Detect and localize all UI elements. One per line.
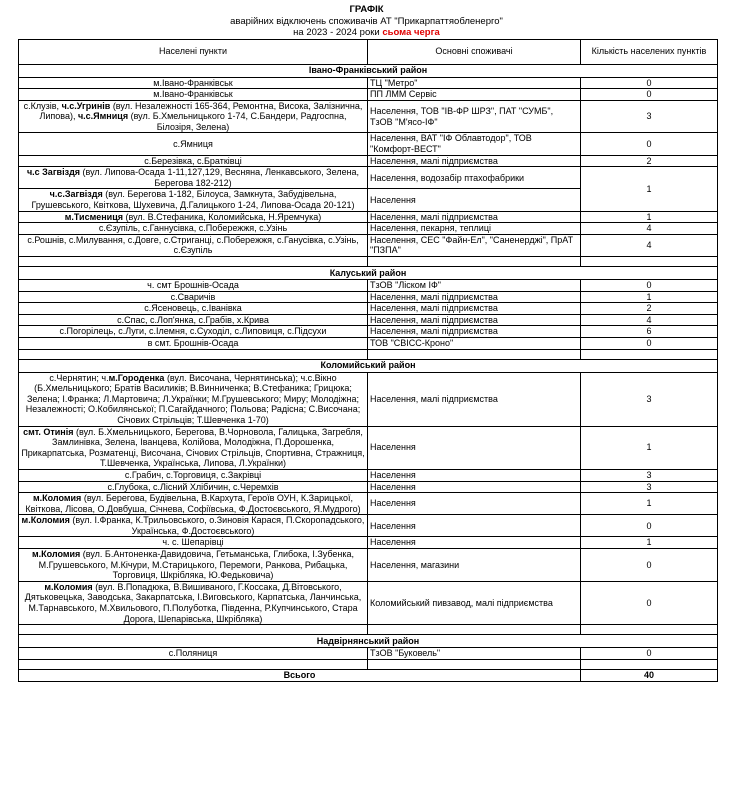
settlements-cell: [19, 581, 368, 624]
table-row: [19, 155, 718, 167]
empty-cell: [368, 257, 581, 267]
table-row: [19, 89, 718, 101]
settlement-name-bold: м.Тисмениця: [64, 211, 124, 222]
count-cell: 0: [581, 337, 718, 349]
district-row: [19, 359, 718, 372]
table-row: [19, 303, 718, 315]
count-cell: 2: [581, 303, 718, 315]
spacer-row: [19, 625, 718, 635]
settlements-cell: [19, 155, 368, 167]
settlement-name-bold: м.Коломия: [44, 581, 93, 592]
count-cell: 0: [581, 280, 718, 292]
count-cell: 4: [581, 234, 718, 256]
table-row: [19, 372, 718, 426]
settlements-cell: [19, 291, 368, 303]
count-cell: 1: [581, 426, 718, 469]
settlement-text: (вул. В.Попадюка, В.Вишиваного, Г.Коссака, Д.Вітовського, Дятьковецька, Заводська, Закарпатська, І.Виговського, Карпатська, Ланчинська, М.Тарнавського, М.Хвильового, П.Полуботка, Південна, Р.Купчинського, Стара Дорога, Шепарівська, Шкрібляка): [24, 581, 362, 624]
count-cell: 3: [581, 481, 718, 493]
settlement-text: м.Івано-Франківськ: [153, 77, 233, 88]
document-subtitle: аварійних відключень споживачів АТ "Прикарпаттяобленерго": [230, 15, 503, 27]
count-cell: 6: [581, 326, 718, 338]
settlement-text: с.Березівка, с.Братківці: [144, 155, 242, 166]
empty-cell: [368, 625, 581, 635]
consumers-cell: Населення, ВАТ "ІФ Облавтодор", ТОВ "Комфорт-ВЕСТ": [368, 133, 581, 155]
settlements-cell: [19, 549, 368, 582]
settlement-text: с.Грабич, с.Торговиця, с.Закрівці: [124, 469, 262, 480]
consumers-cell: ТзОВ "Ліском ІФ": [368, 280, 581, 292]
total-row: [19, 669, 718, 681]
consumers-cell: Населення, малі підприємства: [368, 303, 581, 315]
settlement-text: с.Погорілець, с.Луги, с.Ілемня, с.Суходіл, с.Липовиця, с.Підсухи: [59, 326, 327, 337]
empty-cell: [581, 349, 718, 359]
settlement-text: (вул. Б.Антоненка-Давидовича, Гетьманська, Глибока, І.Зубенка, М.Грушевського, М.Кічури, М.Старицького, Перемоги, Ранкова, Рибацька, Торговиця, Шкрібляка, Ю.Федьковича): [38, 549, 355, 581]
settlement-name-bold: м.Городенка: [108, 372, 165, 383]
consumers-cell: ТЦ "Метро": [368, 77, 581, 89]
empty-cell: [581, 257, 718, 267]
empty-cell: [19, 257, 368, 267]
consumers-cell: Населення, магазини: [368, 549, 581, 582]
settlement-name-bold: ч.с Загвіздя: [26, 167, 81, 178]
settlements-cell: [19, 481, 368, 493]
consumers-cell: ПП ЛММ Сервіс: [368, 89, 581, 101]
settlement-text: с.Ясеновець, с.Іванівка: [144, 303, 242, 314]
consumers-cell: Населення, СЕС "Файн-Ел", "Саненерджі", ПрАТ "ПЗПА": [368, 234, 581, 256]
settlements-cell: [19, 280, 368, 292]
consumers-cell: Населення: [368, 469, 581, 481]
consumers-cell: ТзОВ "Буковель": [368, 648, 581, 660]
district-row: [19, 64, 718, 77]
settlement-text: ч. с. Шепарівці: [162, 537, 224, 548]
table-row: [19, 537, 718, 549]
settlements-cell: [19, 133, 368, 155]
count-cell: 3: [581, 372, 718, 426]
table-row: [19, 515, 718, 537]
settlement-text: с.Рошнів, с.Милування, с.Довге, с.Стриганці, с.Побережжя, с.Ганусівка, с.Узінь, с.Єзупіль: [27, 234, 359, 256]
table-row: [19, 234, 718, 256]
district-row: [19, 635, 718, 648]
count-cell: 0: [581, 648, 718, 660]
settlement-text: ч. смт Брошнів-Осада: [147, 280, 239, 290]
settlements-cell: [19, 469, 368, 481]
settlement-text: (вул. Липова-Осада 1-11,127,129, Весняна, Ленкавського, Зелена, Берегова 182-212): [80, 167, 360, 188]
table-row: [19, 326, 718, 338]
settlement-text: с.Єзупіль, с.Ганнусівка, с.Побережжя, с.Узінь: [98, 223, 288, 234]
settlements-cell: [19, 211, 368, 223]
count-cell: 0: [581, 515, 718, 537]
total-label: Всього: [19, 669, 581, 681]
settlement-text: (вул. Берегова, Будівельна, В.Кархута, Героїв ОУН, К.Зарицької, Квіткова, Лісова, О.Довбуша, Січнева, Софіївська, Ф.Достоєвського, Я.Мудрого): [25, 493, 361, 514]
consumers-cell: Населення, малі підприємства: [368, 291, 581, 303]
consumers-cell: Населення: [368, 481, 581, 493]
count-cell: 0: [581, 133, 718, 155]
table-row: [19, 469, 718, 481]
table-row: [19, 291, 718, 303]
count-cell: 1: [581, 167, 718, 211]
settlement-text: с.Клузів,: [23, 100, 62, 111]
table-row: [19, 223, 718, 235]
empty-cell: [581, 625, 718, 635]
table-row: [19, 493, 718, 515]
settlement-text: с.Глубока, с.Лісний Хлібичин, с.Черемхів: [107, 481, 279, 492]
consumers-cell: Населення, малі підприємства: [368, 314, 581, 326]
settlements-cell: [19, 314, 368, 326]
settlements-cell: [19, 77, 368, 89]
count-cell: 1: [581, 211, 718, 223]
period-text: на 2023 - 2024 роки: [293, 27, 380, 38]
queue-label: сьома черга: [382, 27, 440, 38]
document-period: [0, 27, 733, 39]
settlement-text: (вул. Б.Хмельницького, Берегова, В.Чорновола, Галицька, Загребля, Замлинівка, Зелена, Іванцева, Колійова, Молодіжна, П.Дорошенка, Прикарпатська, Розматенці, Височана, Січових Стрільців, Спортивна, Стражниця, Т.Шевченка, Українська, Липова, Л.Українки): [21, 426, 365, 469]
consumers-cell: Населення: [368, 515, 581, 537]
col-header-consumers: Основні споживачі: [368, 39, 581, 64]
settlements-cell: [19, 326, 368, 338]
district-name: Івано-Франківський район: [19, 64, 718, 77]
consumers-cell: Населення: [368, 426, 581, 469]
settlements-cell: [19, 189, 368, 211]
consumers-cell: Населення, малі підприємства: [368, 155, 581, 167]
count-cell: 0: [581, 581, 718, 624]
consumers-cell: ТОВ "СВІСС-Кроно": [368, 337, 581, 349]
table-row: [19, 426, 718, 469]
settlement-text: с.Спас, с.Лоп'янка, с.Грабів, х.Крива: [117, 314, 269, 325]
empty-cell: [19, 659, 368, 669]
count-cell: 0: [581, 89, 718, 101]
settlement-text: (вул. Б.Хмельницького 1-74, С.Бандери, Радгоспна, Білозіря, Зелена): [128, 111, 347, 132]
document-header: [0, 4, 733, 39]
district-name: Коломийський район: [19, 359, 718, 372]
consumers-cell: Населення, ТОВ "ІВ-ФР ШРЗ", ПАТ "СУМБ", ТзОВ "М'ясо-ІФ": [368, 100, 581, 133]
consumers-cell: Населення, малі підприємства: [368, 326, 581, 338]
settlement-text: с.Чернятин; ч.: [49, 372, 109, 383]
table-row: [19, 337, 718, 349]
consumers-cell: Населення: [368, 189, 581, 211]
table-row: [19, 280, 718, 292]
settlement-text: (вул. Височана, Чернятинська); ч.с.Вікно (Б.Хмельницького; Братів Василиків; В.Винниченка; В.Стефаника; Грицюка; Зелена; І.Франка; Л.Мартовича; Л.Українки; М.Грушевського; Миру; Молодіжна; Незалежності; О.Кобилянської; П.Сагайдачного; Польова; Радісна; С.Височана; Січових Стрільців; Т.Шевченка 1-70): [25, 372, 361, 425]
district-row: [19, 267, 718, 280]
settlement-text: (вул. В.Стефаника, Коломийська, Н.Яремчука): [123, 211, 322, 222]
settlement-text: (вул. І.Франка, К.Трильовського, о.Зиновія Карася, П.Скоропадського, Українська, Ф.Достоєвського): [69, 515, 365, 536]
table-row: [19, 133, 718, 155]
consumers-cell: Населення, пекарня, теплиці: [368, 223, 581, 235]
district-name: Надвірнянський район: [19, 635, 718, 648]
count-cell: 2: [581, 155, 718, 167]
table-row: [19, 549, 718, 582]
spacer-row: [19, 349, 718, 359]
empty-cell: [19, 625, 368, 635]
settlements-cell: [19, 426, 368, 469]
settlements-cell: [19, 372, 368, 426]
settlements-cell: [19, 493, 368, 515]
count-cell: 1: [581, 537, 718, 549]
outage-schedule-table: [18, 39, 718, 682]
table-row: [19, 77, 718, 89]
settlement-name-bold: м.Коломия: [32, 493, 82, 504]
settlement-name-bold: м.Коломия: [31, 549, 81, 560]
settlements-cell: [19, 223, 368, 235]
table-row: [19, 100, 718, 133]
col-header-settlements: Населені пункти: [19, 39, 368, 64]
count-cell: 0: [581, 77, 718, 89]
settlement-name-bold: ч.с.Ямниця: [77, 111, 129, 122]
count-cell: 0: [581, 549, 718, 582]
settlements-cell: [19, 167, 368, 189]
empty-cell: [368, 349, 581, 359]
settlement-text: с.Сваричів: [170, 291, 216, 302]
empty-cell: [19, 349, 368, 359]
settlement-name-bold: смт. Отинія: [23, 426, 74, 437]
settlement-text: с.Поляниця: [168, 648, 218, 659]
settlement-name-bold: м.Коломия: [21, 515, 70, 526]
table-row: [19, 481, 718, 493]
table-header-row: [19, 39, 718, 64]
settlements-cell: [19, 515, 368, 537]
settlement-name-bold: ч.с.Загвіздя: [49, 189, 103, 200]
table-row: [19, 581, 718, 624]
settlements-cell: [19, 100, 368, 133]
settlements-cell: [19, 89, 368, 101]
settlements-cell: [19, 537, 368, 549]
count-cell: 1: [581, 291, 718, 303]
table-row: [19, 211, 718, 223]
table-row: [19, 314, 718, 326]
col-header-count: Кількість населених пунктів: [581, 39, 718, 64]
settlement-text: (вул. Незалежності 165-364, Ремонтна, Висока, Залізнична, Липова),: [39, 100, 363, 122]
count-cell: 1: [581, 493, 718, 515]
settlement-text: в смт. Брошнів-Осада: [147, 337, 239, 348]
district-name: Калуський район: [19, 267, 718, 280]
settlement-text: м.Івано-Франківськ: [153, 89, 233, 100]
settlements-cell: [19, 337, 368, 349]
spacer-row: [19, 659, 718, 669]
count-cell: 4: [581, 314, 718, 326]
empty-cell: [368, 659, 581, 669]
settlements-cell: [19, 648, 368, 660]
settlements-cell: [19, 234, 368, 256]
settlement-text: (вул. Берегова 1-182, Білоуса, Замкнута, Забудівельна, Грушевського, Квіткова, Шухевича, Д.Галицького 1-24, Липова-Осада 20-121): [31, 189, 355, 211]
consumers-cell: Коломийський пивзавод, малі підприємства: [368, 581, 581, 624]
document-title: ГРАФІК: [349, 4, 384, 15]
consumers-cell: Населення: [368, 537, 581, 549]
total-value: 40: [581, 669, 718, 681]
empty-cell: [581, 659, 718, 669]
table-row: [19, 167, 718, 189]
count-cell: 3: [581, 469, 718, 481]
consumers-cell: Населення, водозабір птахофабрики: [368, 167, 581, 189]
count-cell: 4: [581, 223, 718, 235]
spacer-row: [19, 257, 718, 267]
count-cell: 3: [581, 100, 718, 133]
table-row: [19, 648, 718, 660]
settlement-name-bold: ч.с.Угринів: [61, 100, 111, 111]
settlement-text: с.Ямниця: [173, 138, 213, 149]
consumers-cell: Населення: [368, 493, 581, 515]
settlements-cell: [19, 303, 368, 315]
consumers-cell: Населення, малі підприємства: [368, 211, 581, 223]
consumers-cell: Населення, малі підприємства: [368, 372, 581, 426]
